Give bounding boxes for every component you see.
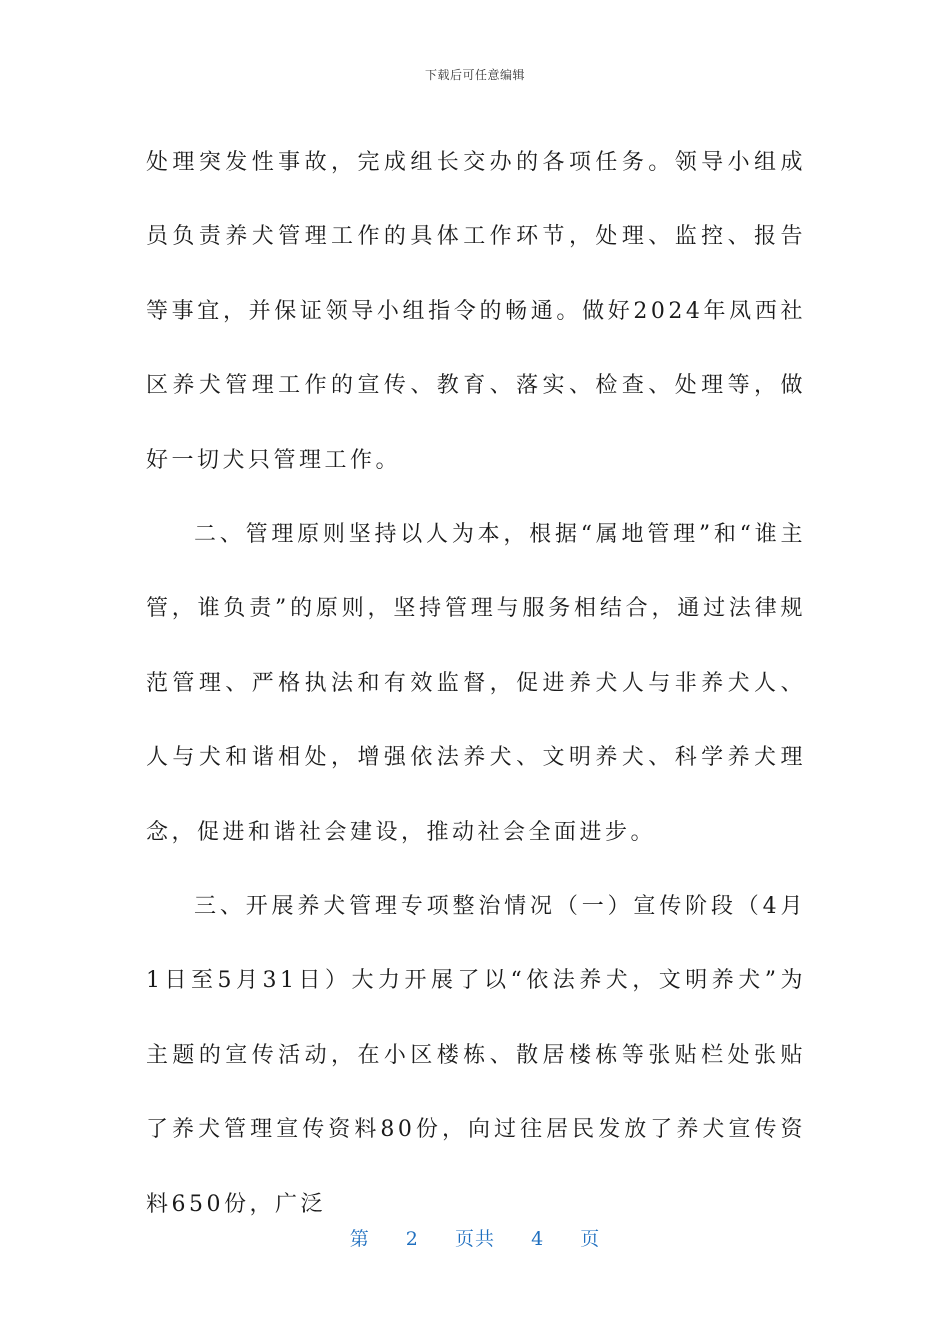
paragraph-campaign: 三、开展养犬管理专项整治情况（一）宣传阶段（4月1日至5月31日）大力开展了以“依法养犬，文明养犬”为主题的宣传活动，在小区楼栋、散居楼栋等张贴栏处张贴了养犬管理宣传资料80份，向过往居民发放了养犬宣传资料650份，广泛: [146, 894, 806, 1217]
document-body: [146, 126, 806, 1242]
footer-suffix: 页: [580, 1228, 601, 1250]
footer-middle: 页共: [454, 1228, 495, 1250]
page-header: 下载后可任意编辑: [424, 68, 525, 82]
total-page-number: 4: [531, 1228, 545, 1250]
current-page-number: 2: [405, 1228, 419, 1250]
page-footer: [0, 1224, 950, 1251]
paragraph-responsibilities: 处理突发性事故，完成组长交办的各项任务。领导小组成员负责养犬管理工作的具体工作环节，处理、监控、报告等事宜，并保证领导小组指令的畅通。做好2024年凤西社区养犬管理工作的宣传、教育、落实、检查、处理等，做好一切犬只管理工作。: [146, 150, 806, 473]
paragraph-principles: 二、管理原则坚持以人为本，根据“属地管理”和“谁主管，谁负责”的原则，坚持管理与服务相结合，通过法律规范管理、严格执法和有效监督，促进养犬人与非养犬人、人与犬和谐相处，增强依法养犬、文明养犬、科学养犬理念，促进和谐社会建设，推动社会全面进步。: [146, 522, 806, 845]
footer-prefix: 第: [349, 1228, 370, 1250]
